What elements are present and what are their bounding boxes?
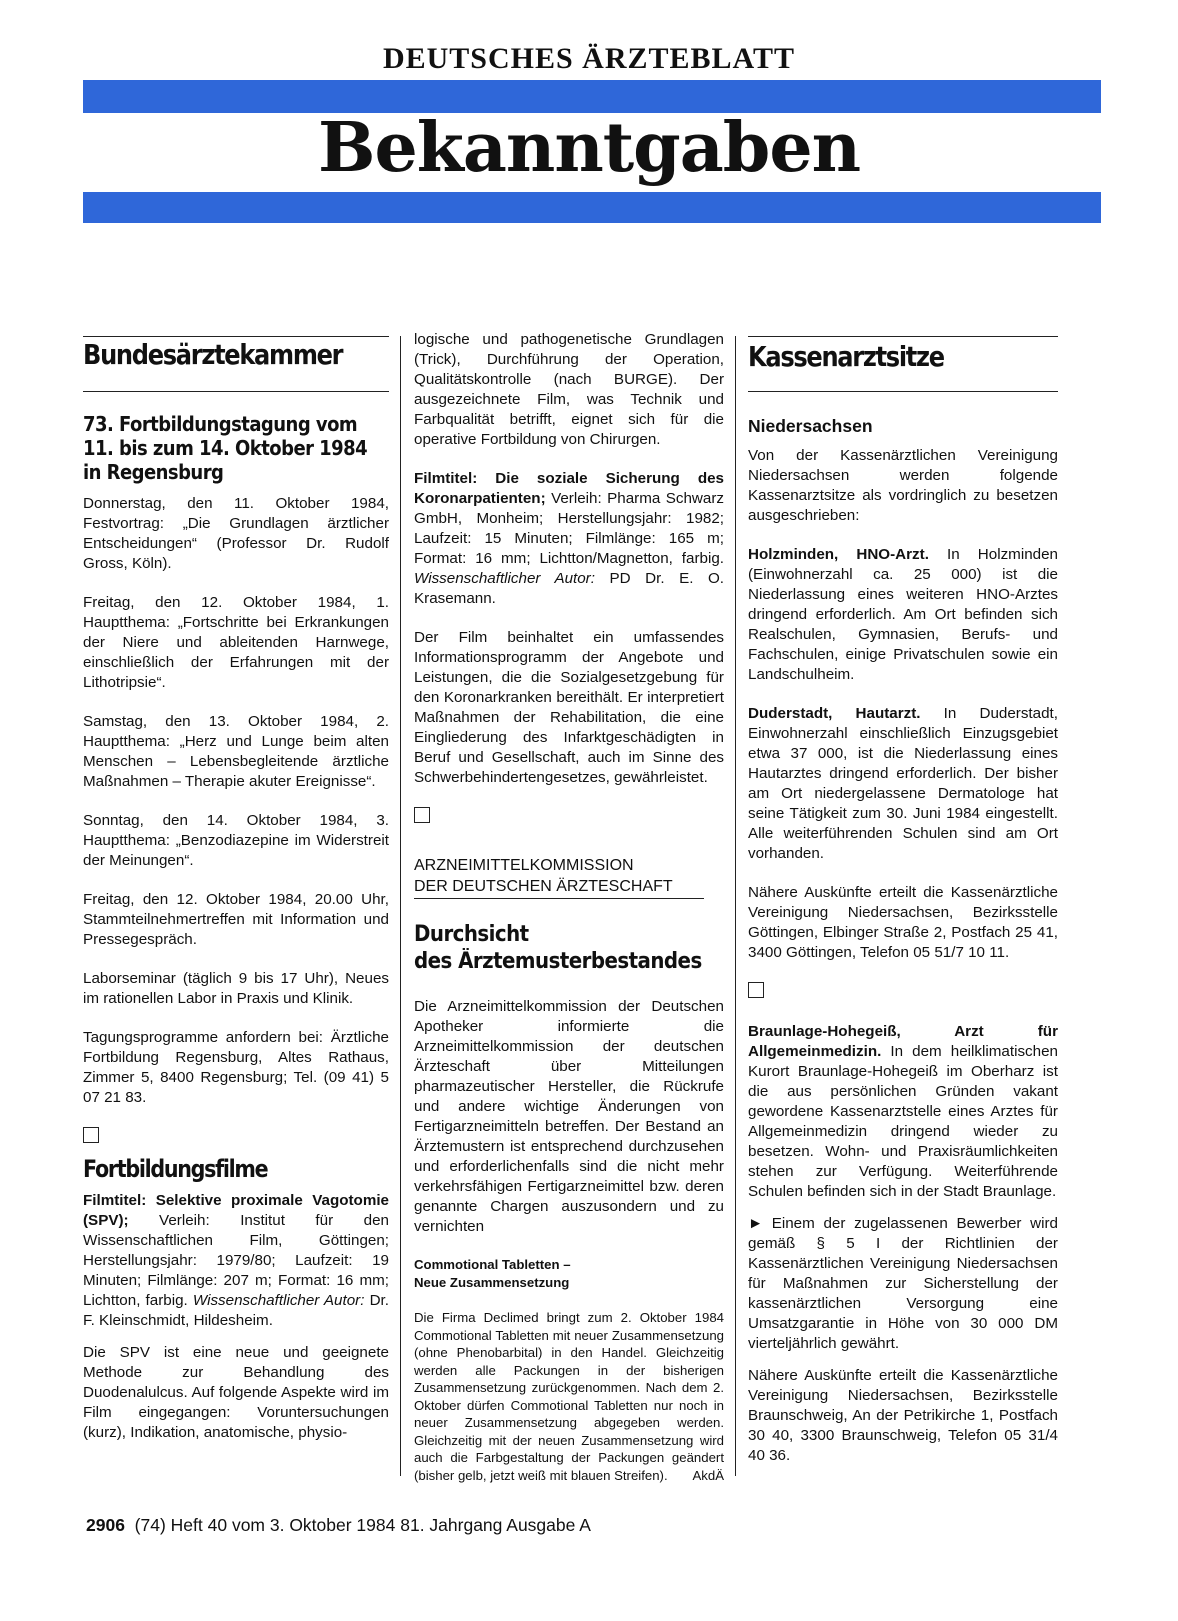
paragraph: Laborseminar (täglich 9 bis 17 Uhr), Neues im rationellen Labor in Praxis und Klinik. <box>83 970 389 1007</box>
issue-info: (74) Heft 40 vom 3. Oktober 1984 81. Jahrgang Ausgabe A <box>134 1515 591 1535</box>
masthead: DEUTSCHES ÄRZTEBLATT <box>382 42 796 75</box>
listing-entry: Duderstadt, Hautarzt. In Duderstadt, Einwohnerzahl einschließlich Einzugsgebiet etwa 37 000, ist die Niederlassung eines Hautarztes dringend erforderlich. Der bisher am Ort niedergelassene Dermatologe hat seine Tätigkeit zum 30. Juni 1984 eingestellt. Alle weiterführenden Schulen sind am Ort vorhanden. <box>748 705 1058 862</box>
event-title: 73. Fortbildungstagung vom 11. bis zum 14. Oktober 1984 in Regensburg <box>83 412 368 484</box>
film-entry: Filmtitel: Die soziale Sicherung des Koronarpatienten; Verleih: Pharma Schwarz GmbH, Monheim; Herstellungsjahr: 1982; Laufzeit: 15 Minuten; Filmlänge: 165 m; Format: 16 mm; Lichtton/Magnetton, farbig. Wissenschaftlicher Autor: PD Dr. E. O. Krasemann. <box>414 470 724 607</box>
paragraph: ► Einem der zugelassenen Bewerber wird gemäß § 5 I der Richtlinien der Kassenärztlichen Vereinigung Niedersachsen für Maßnahmen zur Sicherstellung der kassenärztlichen Versorgung eine Umsatzgarantie in Höhe von 30 000 DM vierteljährlich gewährt. <box>748 1215 1058 1352</box>
page-title: Bekanntgaben <box>317 108 861 188</box>
section-end-box-icon <box>414 807 430 823</box>
page-footer <box>86 1515 591 1536</box>
org-name: ARZNEIMITTELKOMMISSION DER DEUTSCHEN ÄRZTESCHAFT <box>414 855 704 899</box>
divider <box>83 336 389 337</box>
paragraph: Freitag, den 12. Oktober 1984, 20.00 Uhr, Stammteilnehmertreffen mit Information und Pressegespräch. <box>83 891 389 948</box>
divider <box>748 336 1058 337</box>
paragraph: Sonntag, den 14. Oktober 1984, 3. Hauptthema: „Benzodiazepine im Widerstreit der Meinungen“. <box>83 812 389 869</box>
paragraph: Freitag, den 12. Oktober 1984, 1. Hauptthema: „Fortschritte bei Erkrankungen der Niere und ableitenden Harnwege, einschließlich der Erfahrungen mit der Lithotripsie“. <box>83 594 389 691</box>
section-title-bundesaerztekammer: Bundesärztekammer <box>83 338 343 371</box>
paragraph: Die SPV ist eine neue und geeignete Methode zur Behandlung des Duodenalulcus. Auf folgende Aspekte wird im Film eingegangen: Voruntersuchungen (kurz), Indikation, anatomische, physio- <box>83 1344 389 1441</box>
listing-entry: Holzminden, HNO-Arzt. In Holzminden (Einwohnerzahl ca. 25 000) ist die Niederlassung eines weiteren HNO-Arztes dringend erforderlich. Am Ort befinden sich Realschulen, Gymnasien, Berufs- und Fachschulen, einige Privatschulen sowie ein Landschulheim. <box>748 546 1058 683</box>
paragraph: Die Arzneimittelkommission der Deutschen Apotheker informierte die Arzneimittelkommission der deutschen Ärzteschaft über Mitteilungen pharmazeutischer Hersteller, die Rückrufe und andere wichtige Änderungen von Fertigarzneimitteln betreffen. Der Bestand an Ärztemustern ist entsprechend durchzusehen und erforderlichenfalls sind die nicht mehr verkehrsfähigen Fertigarzneimittel bzw. deren genannte Chargen auszusondern und zu vernichten <box>414 998 724 1235</box>
region-heading: Niedersachsen <box>748 416 873 436</box>
section-end-box-icon <box>83 1127 99 1143</box>
column-right <box>748 336 1058 1485</box>
paragraph: Tagungsprogramme anfordern bei: Ärztliche Fortbildung Regensburg, Altes Rathaus, Zimmer 5, 8400 Regensburg; Tel. (09 41) 5 07 21 83. <box>83 1029 389 1106</box>
notice-title: Commotional Tabletten – Neue Zusammensetzung <box>414 1257 571 1290</box>
page-number: 2906 <box>86 1515 125 1535</box>
paragraph: Samstag, den 13. Oktober 1984, 2. Hauptthema: „Herz und Lunge beim alten Menschen – Lebensbegleitende ärztliche Maßnahmen – Therapie akuter Ereignisse“. <box>83 713 389 790</box>
film-entry: Filmtitel: Selektive proximale Vagotomie (SPV); Verleih: Institut für den Wissenschaftlichen Film, Göttingen; Herstellungsjahr: 1979/80; Laufzeit: 19 Minuten; Filmlänge: 207 m; Format: 16 mm; Lichtton, farbig. Wissenschaftlicher Autor: Dr. F. Kleinschmidt, Hildesheim. <box>83 1192 389 1329</box>
listing-entry: Braunlage-Hohegeiß, Arzt für Allgemeinmedizin. In dem heilklimatischen Kurort Braunlage-Hohegeiß im Oberharz ist die aus persönlichen Gründen vakant gewordene Kassenarztstelle eines Arztes für Allgemeinmedizin dringend wieder zu besetzen. Wohn- und Praxisräumlichkeiten stehen zur Verfügung. Weiterführende Schulen befinden sich in der Stadt Braunlage. <box>748 1023 1058 1200</box>
paragraph: Nähere Auskünfte erteilt die Kassenärztliche Vereinigung Niedersachsen, Bezirksstelle Göttingen, Elbinger Straße 2, Postfach 25 41, 3400 Göttingen, Telefon 05 51/7 10 11. <box>748 884 1058 961</box>
paragraph: Der Film beinhaltet ein umfassendes Informationsprogramm der Angebote und Leistungen, die die Sozialgesetzgebung für den Koronarkranken bereithält. Er interpretiert Maßnahmen der Rehabilitation, die eine Eingliederung des Infarktgeschädigten in Beruf und Gesellschaft, auch im Sinne des Schwerbehindertengesetzes, gewährleistet. <box>414 629 724 786</box>
section-title-durchsicht: Durchsicht des Ärztemusterbestandes <box>414 922 702 974</box>
paragraph: logische und pathogenetische Grundlagen (Trick), Durchführung der Operation, Qualitätskontrolle (nach BURGE). Der ausgezeichnete Film, was Technik und Farbqualität betrifft, eignet sich für die operative Fortbildung von Chirurgen. <box>414 331 724 448</box>
column-divider <box>400 336 401 1476</box>
section-title-kassenarztsitze: Kassenarztsitze <box>748 340 944 373</box>
paragraph: Donnerstag, den 11. Oktober 1984, Festvortrag: „Die Grundlagen ärztlicher Entscheidungen“ (Professor Dr. Rudolf Gross, Köln). <box>83 495 389 572</box>
notice-text: Die Firma Declimed bringt zum 2. Oktober 1984 Commotional Tabletten mit neuer Zusammensetzung (ohne Phenobarbital) in den Handel. Gleichzeitig werden alle Packungen in der bisherigen Zusammensetzung zurückgenommen. Nach dem 2. Oktober dürfen Commotional Tabletten nur noch in neuer Zusammensetzung abgegeben werden. Gleichzeitig mit der neuen Zusammensetzung wird auch die Farbgestaltung der Packungen geändert (bisher gelb, jetzt weiß mit blauen Streifen). AkdÄ <box>414 1310 724 1483</box>
column-left <box>83 336 389 1462</box>
section-end-box-icon <box>748 982 764 998</box>
section-title-fortbildungsfilme: Fortbildungsfilme <box>83 1155 268 1183</box>
column-divider <box>735 336 736 1476</box>
paragraph: Nähere Auskünfte erteilt die Kassenärztliche Vereinigung Niedersachsen, Bezirksstelle Braunschweig, An der Petrikirche 1, Postfach 30 40, 3300 Braunschweig, Telefon 05 31/4 40 36. <box>748 1367 1058 1464</box>
accent-bar-bottom <box>83 192 1101 223</box>
column-middle <box>414 330 724 1484</box>
divider <box>748 391 1058 392</box>
divider <box>83 391 389 392</box>
arrow-icon: ► <box>748 1215 764 1232</box>
paragraph: Von der Kassenärztlichen Vereinigung Niedersachsen werden folgende Kassenarztsitze als vordringlich zu besetzen ausgeschrieben: <box>748 447 1058 524</box>
